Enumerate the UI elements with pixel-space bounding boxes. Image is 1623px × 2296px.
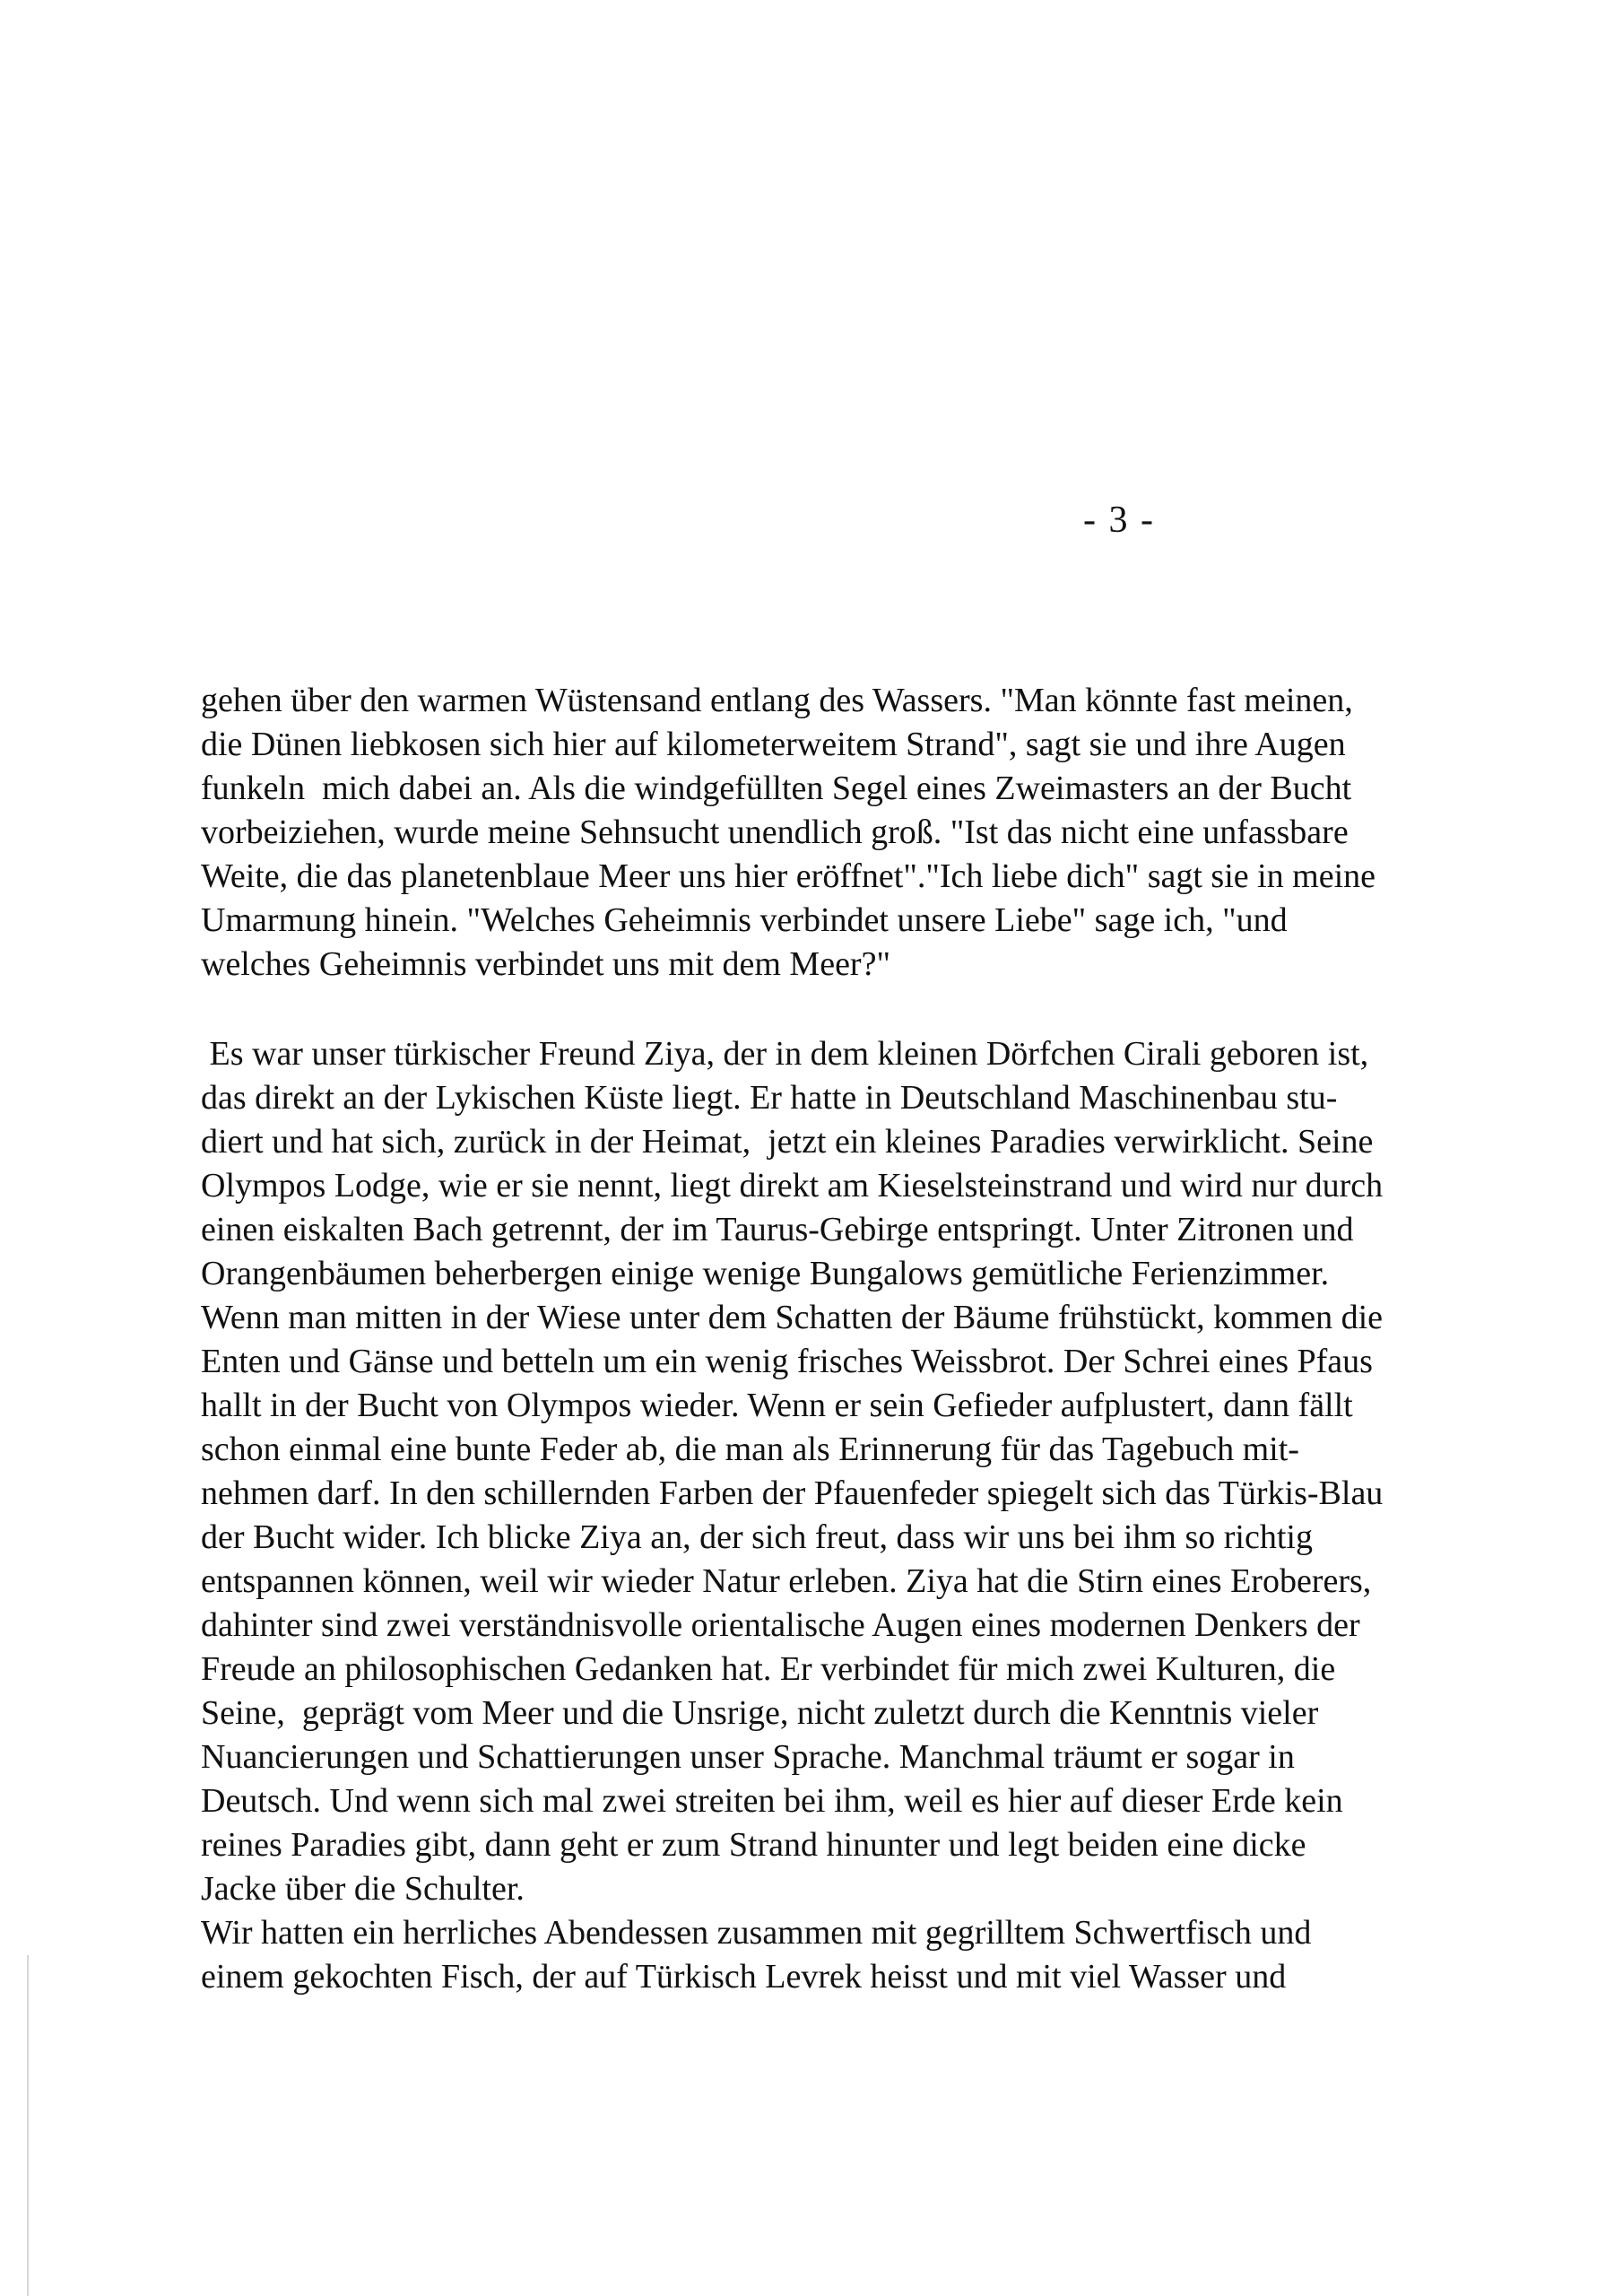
text-line: Wir hatten ein herrliches Abendessen zusammen mit gegrilltem Schwertfisch und <box>201 1914 1312 1952</box>
text-line: der Bucht wider. Ich blicke Ziya an, der sich freut, dass wir uns bei ihm so richtig <box>201 1518 1313 1556</box>
text-line: einen eiskalten Bach getrennt, der im Taurus-Gebirge entspringt. Unter Zitronen und <box>201 1211 1354 1248</box>
page-number: - 3 - <box>1083 500 1155 541</box>
text-line: Umarmung hinein. "Welches Geheimnis verbindet unsere Liebe" sage ich, "und <box>201 901 1288 939</box>
text-line: dahinter sind zwei verständnisvolle orientalische Augen eines modernen Denkers der <box>201 1606 1360 1644</box>
text-line: das direkt an der Lykischen Küste liegt. Er hatte in Deutschland Maschinenbau stu- <box>201 1079 1338 1117</box>
text-line: Nuancierungen und Schattierungen unser Sprache. Manchmal träumt er sogar in <box>201 1738 1295 1776</box>
text-line: entspannen können, weil wir wieder Natur erleben. Ziya hat die Stirn eines Eroberers, <box>201 1562 1372 1600</box>
text-line: welches Geheimnis verbindet uns mit dem Meer?" <box>201 945 890 983</box>
text-line: diert und hat sich, zurück in der Heimat, jetzt ein kleines Paradies verwirklicht. Seine <box>201 1123 1374 1161</box>
text-line: vorbeiziehen, wurde meine Sehnsucht unendlich groß. "Ist das nicht eine unfassbare <box>201 813 1349 851</box>
text-line: funkeln mich dabei an. Als die windgefüllten Segel eines Zweimasters an der Bucht <box>201 770 1352 807</box>
text-line: Es war unser türkischer Freund Ziya, der in dem kleinen Dörfchen Cirali geboren ist, <box>201 1035 1369 1073</box>
text-line: Olympos Lodge, wie er sie nennt, liegt direkt am Kieselsteinstrand und wird nur durch <box>201 1167 1384 1205</box>
text-line: Weite, die das planetenblaue Meer uns hier eröffnet"."Ich liebe dich" sagt sie in meine <box>201 857 1376 895</box>
text-line: gehen über den warmen Wüstensand entlang des Wassers. "Man könnte fast meinen, <box>201 682 1353 719</box>
text-line: hallt in der Bucht von Olympos wieder. Wenn er sein Gefieder aufplustert, dann fällt <box>201 1387 1353 1424</box>
text-line: Seine, geprägt vom Meer und die Unsrige, nicht zuletzt durch die Kenntnis vieler <box>201 1694 1319 1732</box>
scan-edge-mark <box>27 1955 29 2296</box>
text-line: Enten und Gänse und betteln um ein wenig frisches Weissbrot. Der Schrei eines Pfaus <box>201 1343 1373 1380</box>
paragraph-1 <box>201 679 1376 987</box>
text-line: Deutsch. Und wenn sich mal zwei streiten bei ihm, weil es hier auf dieser Erde kein <box>201 1782 1343 1820</box>
text-line: Freude an philosophischen Gedanken hat. Er verbindet für mich zwei Kulturen, die <box>201 1650 1336 1688</box>
text-line: Wenn man mitten in der Wiese unter dem Schatten der Bäume frühstückt, kommen die <box>201 1299 1384 1336</box>
text-line: Jacke über die Schulter. <box>201 1870 525 1908</box>
text-line: schon einmal eine bunte Feder ab, die man als Erinnerung für das Tagebuch mit- <box>201 1431 1299 1468</box>
text-line: die Dünen liebkosen sich hier auf kilometerweitem Strand", sagt sie und ihre Augen <box>201 726 1346 763</box>
text-line: Orangenbäumen beherbergen einige wenige Bungalows gemütliche Ferienzimmer. <box>201 1255 1330 1292</box>
text-line: einem gekochten Fisch, der auf Türkisch Levrek heisst und mit viel Wasser und <box>201 1958 1287 1996</box>
paragraph-2 <box>201 1032 1383 1999</box>
text-line: reines Paradies gibt, dann geht er zum Strand hinunter und legt beiden eine dicke <box>201 1826 1306 1864</box>
text-line: nehmen darf. In den schillernden Farben der Pfauenfeder spiegelt sich das Türkis-Blau <box>201 1474 1384 1512</box>
